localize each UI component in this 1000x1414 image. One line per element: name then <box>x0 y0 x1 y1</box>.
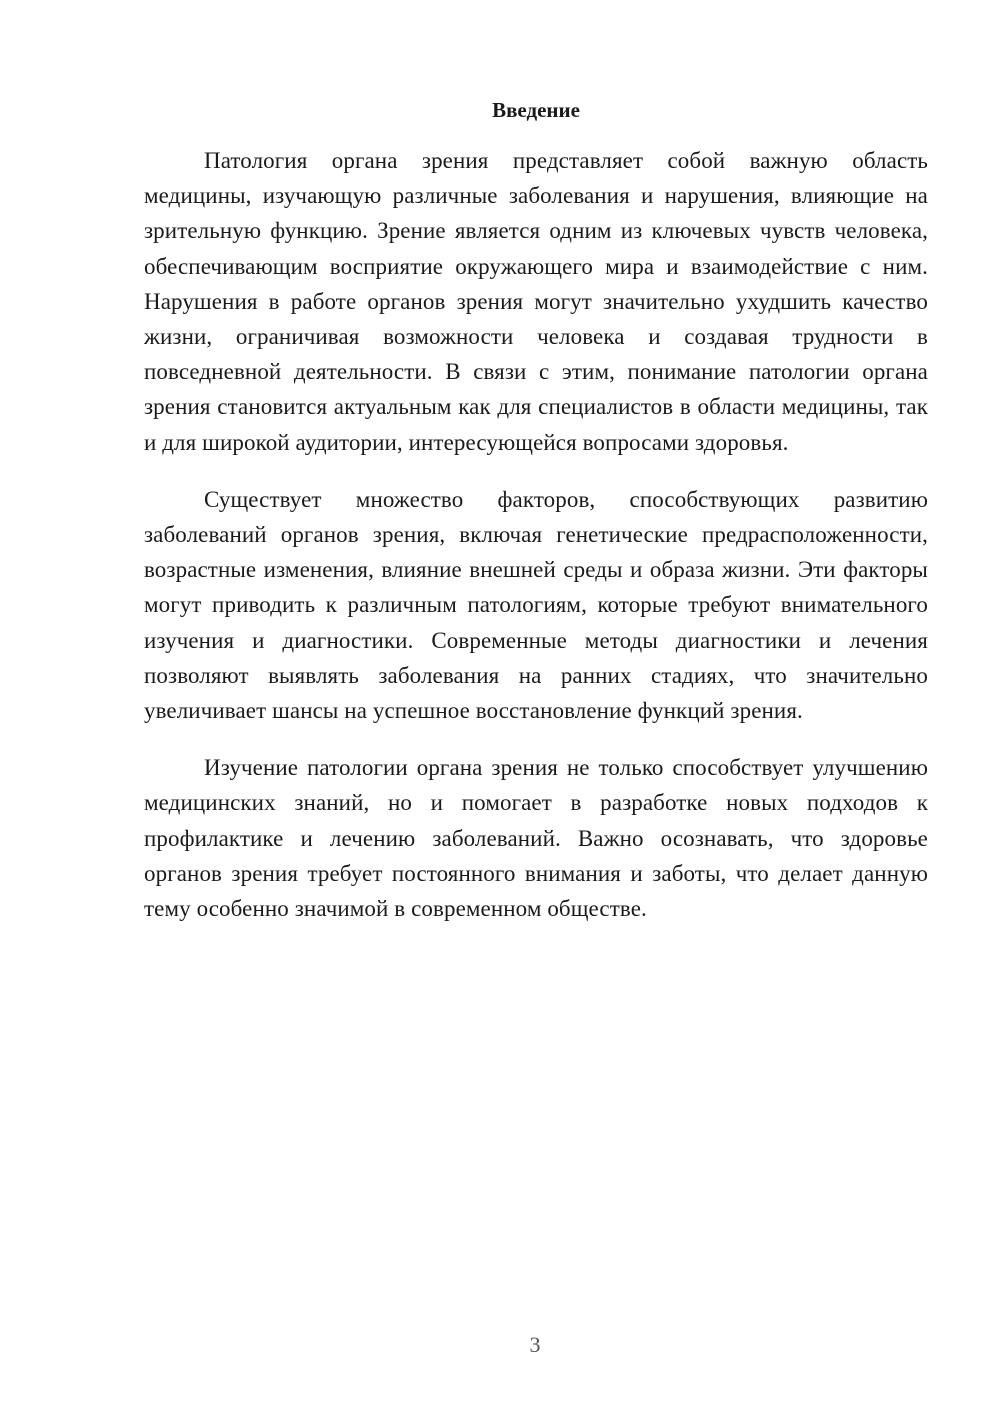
section-heading: Введение <box>492 98 580 122</box>
paragraph: Существует множество факторов, способствующих развитию заболеваний органов зрения, включая генетические предрасположенности, возрастные изменения, влияние внешней среды и образа жизни. Эти факторы могут приводить к различным патологиям, которые требуют внимательного изучения и диагностики. Современные методы диагностики и лечения позволяют выявлять заболевания на ранних стадиях, что значительно увеличивает шансы на успешное восстановление функций зрения. <box>144 486 928 724</box>
page-number: 3 <box>529 1332 541 1357</box>
page-content <box>144 95 928 948</box>
paragraph: Патология органа зрения представляет собой важную область медицины, изучающую различные заболевания и нарушения, влияющие на зрительную функцию. Зрение является одним из ключевых чувств человека, обеспечивающим восприятие окружающего мира и взаимодействие с ним. Нарушения в работе органов зрения могут значительно ухудшить качество жизни, ограничивая возможности человека и создавая трудности в повседневной деятельности. В связи с этим, понимание патологии органа зрения становится актуальным как для специалистов в области медицины, так и для широкой аудитории, интересующейся вопросами здоровья. <box>144 148 928 455</box>
paragraph: Изучение патологии органа зрения не только способствует улучшению медицинских знаний, но и помогает в разработке новых подходов к профилактике и лечению заболеваний. Важно осознавать, что здоровье органов зрения требует постоянного внимания и заботы, что делает данную тему особенно значимой в современном обществе. <box>144 755 928 922</box>
